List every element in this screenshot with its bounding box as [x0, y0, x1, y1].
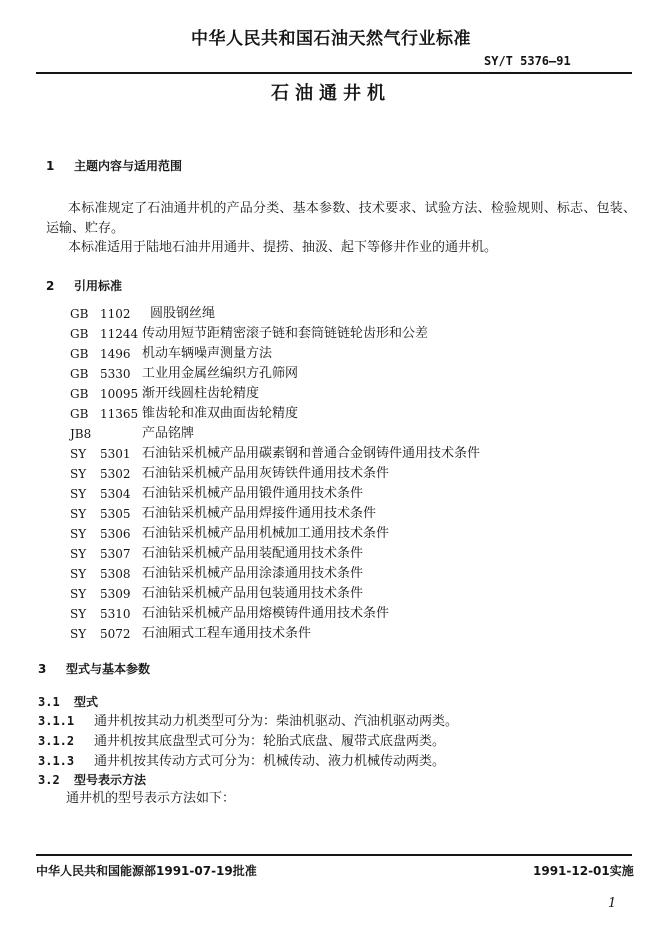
- reference-code: 11244: [100, 327, 139, 341]
- reference-title: 石油厢式工程车通用技术条件: [142, 626, 312, 641]
- reference-code: 5072: [100, 627, 131, 641]
- reference-item: [70, 504, 630, 524]
- reference-prefix: GB: [70, 307, 89, 321]
- section-1-number: 1: [46, 159, 55, 173]
- reference-prefix: SY: [70, 607, 87, 621]
- section-1-title: 主题内容与适用范围: [74, 159, 183, 173]
- reference-prefix: SY: [70, 587, 87, 601]
- reference-prefix: SY: [70, 467, 87, 481]
- clause-3-2-heading: [38, 771, 146, 788]
- reference-item: [70, 304, 630, 324]
- footer-rule: [36, 854, 632, 856]
- reference-title: 石油钻采机械产品用机械加工通用技术条件: [142, 526, 390, 541]
- clause-item-number: 3.1.2: [38, 734, 75, 748]
- reference-code: 11365: [100, 407, 139, 421]
- reference-item: [70, 424, 630, 444]
- reference-title: 传动用短节距精密滚子链和套筒链链轮齿形和公差: [142, 326, 429, 341]
- reference-item: [70, 344, 630, 364]
- reference-item: [70, 624, 630, 644]
- reference-prefix: SY: [70, 487, 87, 501]
- reference-item: [70, 324, 630, 344]
- section-2-number: 2: [46, 279, 55, 293]
- page-number: 1: [608, 896, 617, 911]
- reference-code: 5305: [100, 507, 131, 521]
- clause-item-number: 3.1.3: [38, 754, 75, 768]
- reference-title: 机动车辆噪声测量方法: [142, 346, 273, 361]
- reference-prefix: SY: [70, 507, 87, 521]
- reference-title: 石油钻采机械产品用灰铸铁件通用技术条件: [142, 466, 390, 481]
- reference-prefix: SY: [70, 527, 87, 541]
- reference-item: [70, 544, 630, 564]
- reference-code: 5307: [100, 547, 131, 561]
- reference-title: 圆股钢丝绳: [150, 306, 216, 321]
- clause-3-1-heading: [38, 693, 98, 710]
- section-1-heading: [46, 157, 182, 174]
- reference-prefix: GB: [70, 347, 89, 361]
- clause-3-2-number: 3.2: [38, 773, 60, 787]
- reference-prefix: SY: [70, 567, 87, 581]
- reference-title: 石油钻采机械产品用涂漆通用技术条件: [142, 566, 364, 581]
- reference-code: 5310: [100, 607, 131, 621]
- reference-item: [70, 584, 630, 604]
- reference-prefix: GB: [70, 407, 89, 421]
- reference-title: 石油钻采机械产品用焊接件通用技术条件: [142, 506, 377, 521]
- reference-code: 5304: [100, 487, 131, 501]
- reference-code: 5302: [100, 467, 131, 481]
- reference-item: [70, 364, 630, 384]
- clause-item-text: 通井机按其动力机类型可分为：柴油机驱动、汽油机驱动两类。: [94, 714, 459, 729]
- clause-item: [38, 751, 445, 772]
- clause-item-text: 通井机按其传动方式可分为：机械传动、液力机械传动两类。: [94, 754, 446, 769]
- section-3-number: 3: [38, 662, 47, 676]
- reference-prefix: GB: [70, 367, 89, 381]
- clause-3-2-text: 通井机的型号表示方法如下：: [66, 791, 236, 806]
- reference-code: 5308: [100, 567, 131, 581]
- reference-title: 石油钻采机械产品用包装通用技术条件: [142, 586, 364, 601]
- section-2-title: 引用标准: [74, 279, 123, 293]
- reference-item: [70, 464, 630, 484]
- reference-code: 5330: [100, 367, 131, 381]
- standard-number: SY/T 5376—91: [484, 54, 571, 68]
- reference-code: 5309: [100, 587, 131, 601]
- standard-category-title: 中华人民共和国石油天然气行业标准: [191, 29, 471, 49]
- clause-item: [38, 711, 458, 732]
- reference-prefix: SY: [70, 627, 87, 641]
- reference-code: 5306: [100, 527, 131, 541]
- reference-title: 渐开线圆柱齿轮精度: [142, 386, 260, 401]
- reference-prefix: JB8: [70, 427, 92, 441]
- reference-item: [70, 404, 630, 424]
- section-2-heading: [46, 277, 122, 294]
- reference-item: [70, 604, 630, 624]
- reference-title: 产品铭牌: [142, 426, 195, 441]
- clause-item: [38, 731, 445, 752]
- document-title: 石油通井机: [271, 83, 391, 104]
- reference-code: 10095: [100, 387, 139, 401]
- clause-3-1-number: 3.1: [38, 695, 60, 709]
- reference-code: 5301: [100, 447, 131, 461]
- reference-prefix: GB: [70, 387, 89, 401]
- reference-code: 1102: [100, 307, 131, 321]
- section-1-paragraph-2: 本标准适用于陆地石油井用通井、提捞、抽汲、起下等修井作业的通井机。: [68, 240, 498, 255]
- reference-item: [70, 484, 630, 504]
- reference-title: 石油钻采机械产品用装配通用技术条件: [142, 546, 364, 561]
- reference-item: [70, 524, 630, 544]
- reference-prefix: SY: [70, 447, 87, 461]
- reference-item: [70, 564, 630, 584]
- reference-title: 工业用金属丝编织方孔筛网: [142, 366, 299, 381]
- clause-3-1-title: 型式: [74, 695, 99, 709]
- effective-date: 1991-12-01实施: [533, 864, 634, 878]
- section-3-heading: [38, 660, 150, 677]
- section-1-paragraph-1: 本标准规定了石油通井机的产品分类、基本参数、技术要求、试验方法、检验规则、标志、包装、运输、贮存。: [46, 201, 636, 236]
- reference-item: [70, 384, 630, 404]
- reference-title: 石油钻采机械产品用熔模铸件通用技术条件: [142, 606, 390, 621]
- reference-title: 锥齿轮和准双曲面齿轮精度: [142, 406, 299, 421]
- reference-list: [70, 304, 630, 644]
- reference-title: 石油钻采机械产品用锻件通用技术条件: [142, 486, 364, 501]
- section-3-title: 型式与基本参数: [66, 662, 151, 676]
- clause-item-text: 通井机按其底盘型式可分为：轮胎式底盘、履带式底盘两类。: [94, 734, 446, 749]
- approval-line: 中华人民共和国能源部1991-07-19批准: [36, 864, 257, 878]
- reference-prefix: GB: [70, 327, 89, 341]
- clause-item-number: 3.1.1: [38, 714, 75, 728]
- reference-prefix: SY: [70, 547, 87, 561]
- header-rule: [36, 72, 632, 74]
- clause-3-2-title: 型号表示方法: [74, 773, 147, 787]
- reference-title: 石油钻采机械产品用碳素钢和普通合金钢铸件通用技术条件: [142, 446, 481, 461]
- reference-item: [70, 444, 630, 464]
- reference-code: 1496: [100, 347, 131, 361]
